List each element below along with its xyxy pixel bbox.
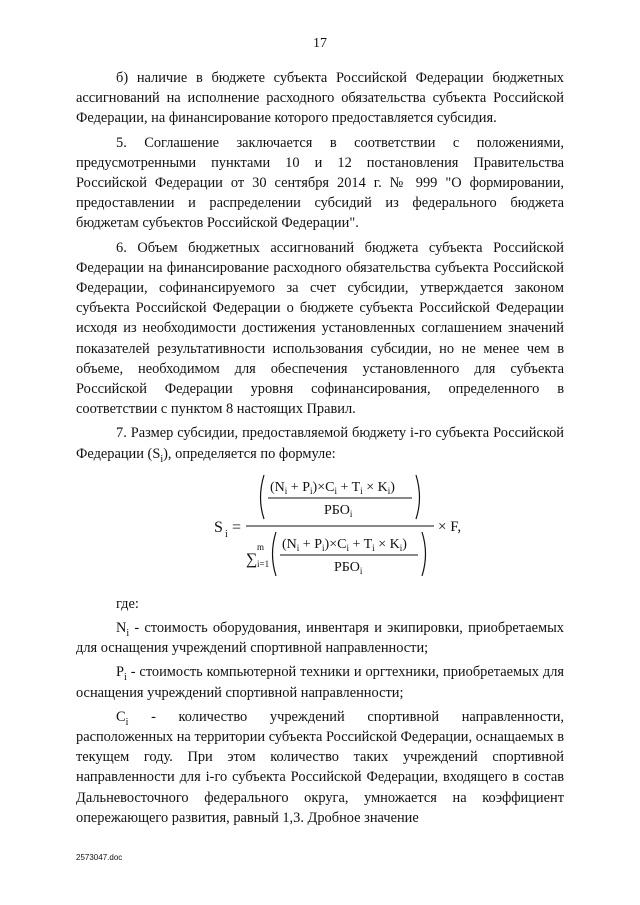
sum-symbol: ∑ <box>246 550 258 568</box>
top-denominator: $РБО_i$ <box>324 502 353 519</box>
sum-bottom: i=1 <box>257 558 270 569</box>
subsidy-formula <box>76 470 564 580</box>
definition-p: $P_i$ - стоимость компьютерной техники и оргтехники, приобретаемых для оснащения учреждений спортивной направленности; <box>76 664 564 701</box>
bottom-right-paren <box>422 532 426 576</box>
bottom-left-paren <box>273 532 277 576</box>
paragraph-5: 5. Соглашение заключается в соответствии с положениями, предусмотренными пунктами 10 и 12 постановления Правительства Российской Федерации от 30 сентября 2014 г. № 999 "О формировании, предоставлении и распределении субсидий из федерального бюджета бюджетам субъектов Российской Федерации". <box>76 134 564 232</box>
paragraph-7 <box>76 423 564 463</box>
paragraph-7-text-a: 7. Размер субсидии, предоставляемой бюджету i-го субъекта Российской Федерации (S <box>76 425 564 462</box>
bottom-denominator: $РБО_i$ <box>334 559 363 576</box>
paragraph-7-sub: i <box>160 453 164 465</box>
formula-times-f: × F, <box>438 518 462 535</box>
top-left-paren <box>261 475 265 519</box>
paragraph-6: 6. Объем бюджетных ассигнований бюджета субъекта Российской Федерации на финансирование расходного обязательства субъекта Российской Федерации, софинансируемого за счет субсидии, утверждается законом субъекта Российской Федерации о бюджете субъекта Российской Федерации исходя из необходимости достижения установленных соглашением значений показателей результативности использования субсидии, но не менее чем в объеме, необходимом для обеспечения установленного для субъекта Российской Федерации уровня софинансирования, определенного в соответствии с пунктом 8 настоящих Правил. <box>76 239 564 418</box>
top-right-paren <box>416 475 420 519</box>
paragraph-7-text-b: ), определяется по формуле: <box>163 445 336 462</box>
top-numerator: $(N_i + P_i)\times C_i + T_i \times K_i$) <box>270 479 395 496</box>
where-label: где: <box>116 595 139 612</box>
definition-c: $C_i$ - количество учреждений спортивной направленности, расположенных на территории субъекта Российской Федерации, оснащаемых в текущем году. При этом количество таких учреждений спортивной направленности для i-го субъекта Российской Федерации, входящего в состав Дальневосточного федерального округа, умножается на коэффициент опережающего развития, равный 1,3. Дробное значение <box>76 708 564 826</box>
paragraph-b: б) наличие в бюджете субъекта Российской Федерации бюджетных ассигнований на исполнение расходного обязательства субъекта Российской Федерации, на финансирование которого предоставляется субсидия. <box>76 70 564 127</box>
formula-lhs-sub: i <box>225 528 228 540</box>
document-body <box>76 68 564 828</box>
sum-top: m <box>257 541 265 552</box>
formula-lhs: S <box>214 518 223 536</box>
definition-n: $N_i$ - стоимость оборудования, инвентаря и экипировки, приобретаемых для оснащения учреждений спортивной направленности; <box>76 620 564 657</box>
bottom-numerator: $(N_i + P_i)\times C_i + T_i \times K_i$) <box>282 536 407 553</box>
formula-equals: = <box>232 518 242 536</box>
page-number: 17 <box>313 36 327 51</box>
footer-filename: 2573047.doc <box>76 853 123 862</box>
